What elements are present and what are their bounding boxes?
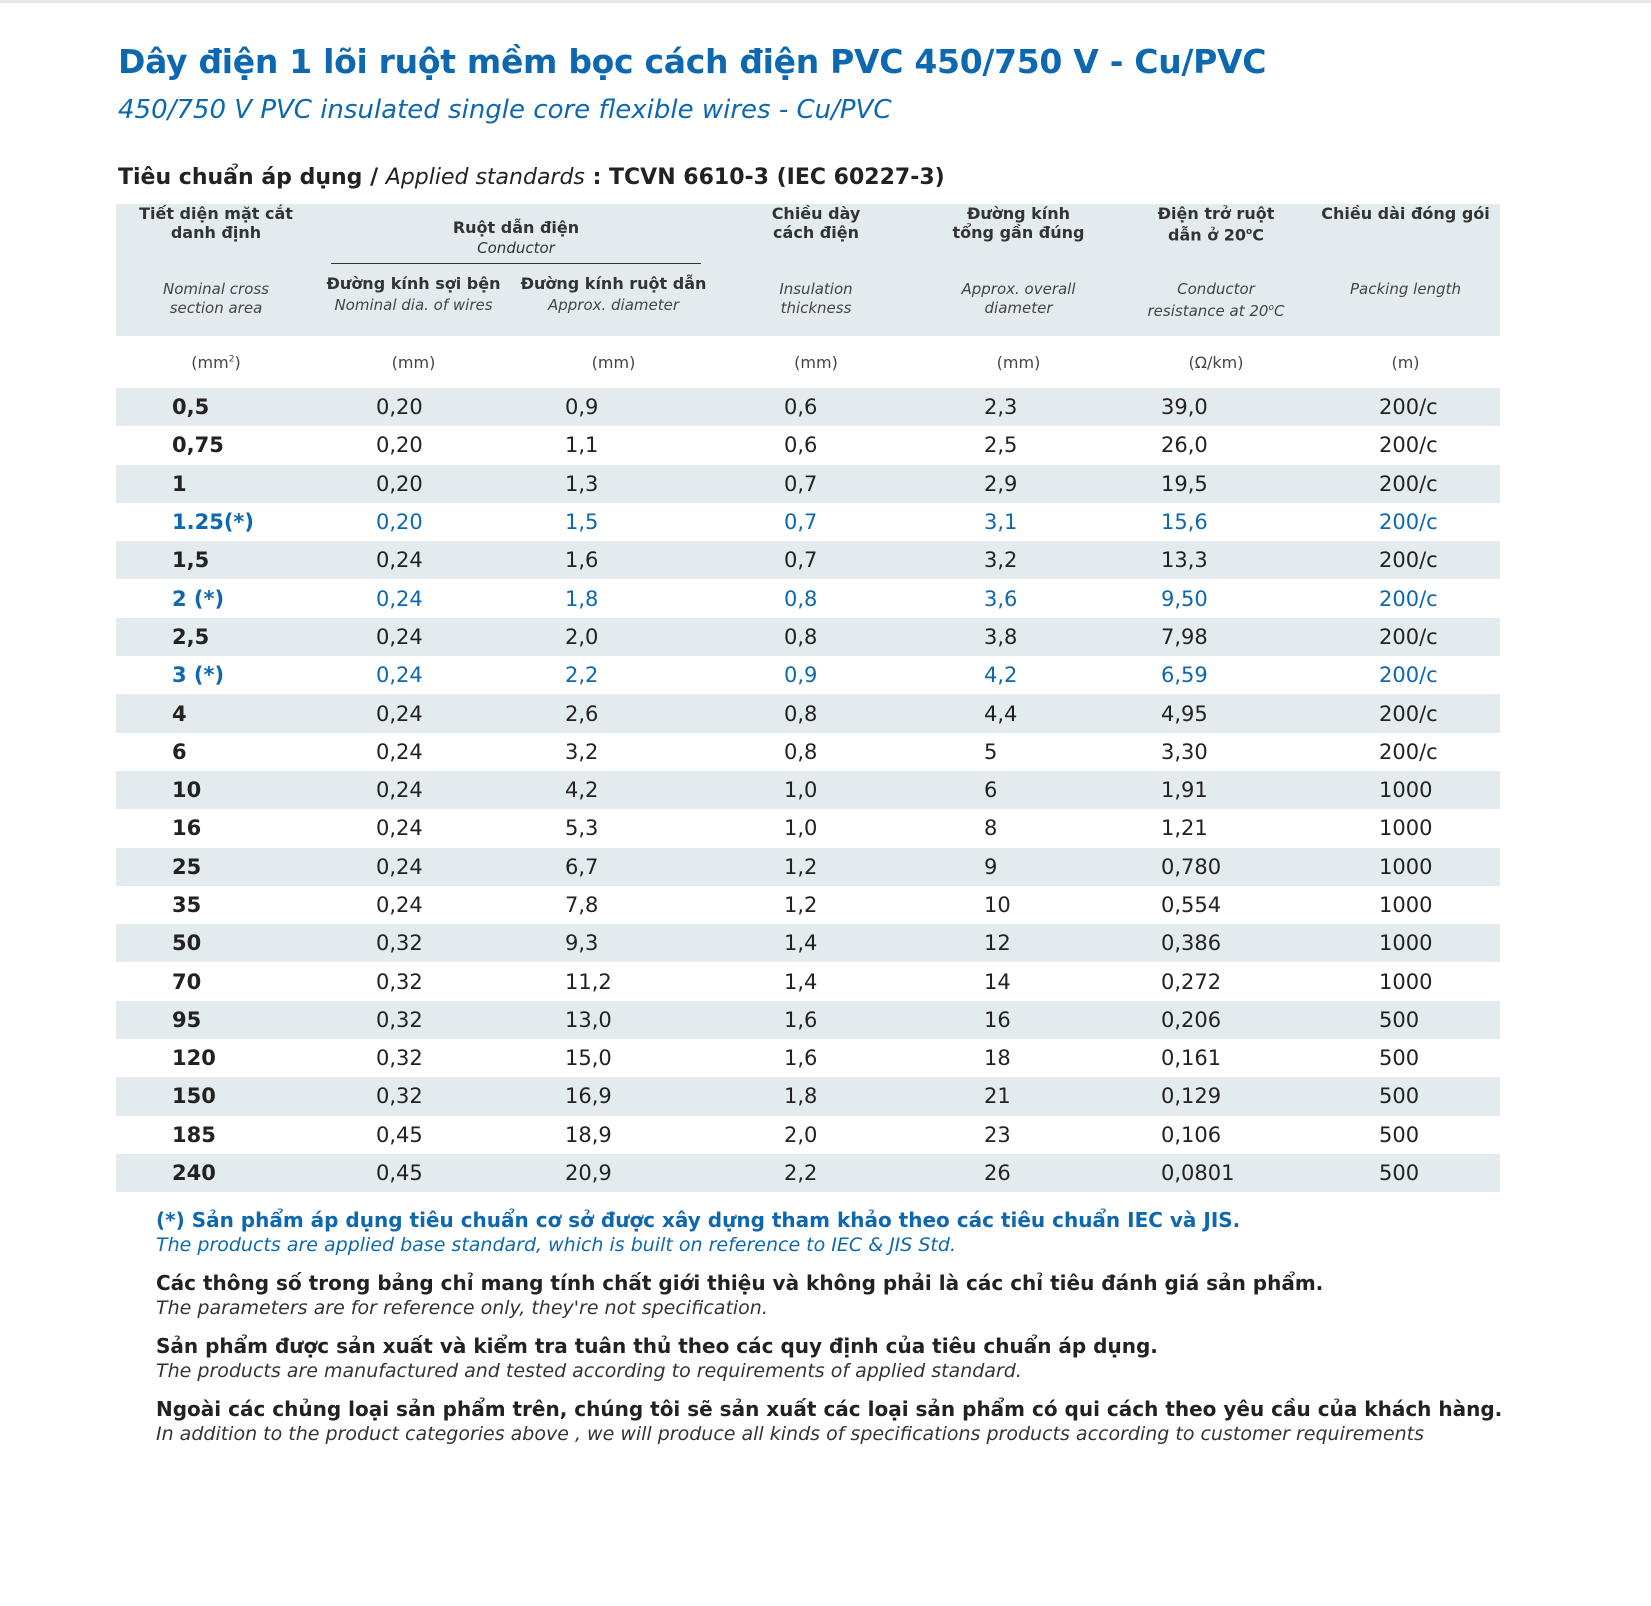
cell-wire-dia: 0,24 [376,739,423,764]
cell-cond-dia: 2,0 [511,618,716,656]
spec-table-body [116,388,1500,1192]
cell-packing: 500 [1311,1077,1500,1115]
cell-insulation: 1,8 [716,1077,916,1115]
cell-insulation: 0,8 [784,739,818,764]
unit-packing: (m) [1311,336,1500,388]
cell-cond-dia: 4,2 [511,771,716,809]
col-header-conductor [316,204,716,280]
cell-insulation: 1,6 [716,1001,916,1039]
cell-cond-dia: 3,2 [565,739,599,764]
cell-cond-dia: 1,5 [565,510,599,535]
cell-cond-dia: 2,6 [511,694,716,732]
cell-wire-dia: 0,24 [316,541,511,579]
cell-overall: 3,6 [984,586,1018,611]
area-label-en: Nominal cross section area [116,280,316,336]
cell-overall: 6 [916,771,1121,809]
cell-packing: 1000 [1379,893,1433,917]
unit-insulation: (mm) [716,336,916,388]
cell-insulation: 1,2 [716,848,916,886]
cell-area: 2,5 [116,618,316,656]
cell-resistance: 0,780 [1121,848,1311,886]
cell-cond-dia: 7,8 [565,893,599,917]
cell-area: 70 [172,969,202,994]
cell-overall: 12 [916,924,1121,962]
cell-packing: 200/c [1379,586,1438,611]
cell-insulation: 1,4 [716,924,916,962]
cell-wire-dia: 0,20 [316,388,511,426]
cell-resistance: 13,3 [1121,541,1311,579]
table-row [116,771,1500,809]
cell-packing: 200/c [1311,618,1500,656]
col-header-insulation: Chiều dày cách điện [716,204,916,280]
cell-resistance: 0,129 [1121,1077,1311,1115]
cell-wire-dia: 0,32 [316,924,511,962]
cell-cond-dia: 13,0 [511,1001,716,1039]
cell-insulation: 1,0 [716,771,916,809]
cell-area: 25 [116,848,316,886]
conductor-label-vi: Ruột dẫn điện [452,218,580,237]
cell-resistance: 39,0 [1121,388,1311,426]
cell-area: 35 [172,893,202,917]
cell-insulation: 0,8 [784,586,818,611]
cell-cond-dia: 1,6 [511,541,716,579]
cell-wire-dia: 0,20 [316,465,511,503]
cell-area: 1,5 [116,541,316,579]
cell-packing: 200/c [1379,433,1438,458]
cell-wire-dia: 0,20 [376,510,423,535]
cell-insulation: 0,6 [784,433,818,458]
cell-overall: 26 [916,1154,1121,1192]
table-row [116,579,1500,617]
cell-insulation: 0,6 [716,388,916,426]
cell-cond-dia: 5,3 [565,816,599,841]
wire-dia-header: Đường kính sợi bện Nominal dia. of wires [316,280,511,336]
unit-wire-dia: (mm) [316,336,511,388]
table-row [116,426,1500,464]
cell-overall: 21 [916,1077,1121,1115]
cell-packing: 200/c [1379,739,1438,764]
cell-packing: 1000 [1311,848,1500,886]
cell-packing: 500 [1379,1046,1420,1071]
cell-cond-dia: 11,2 [565,969,612,994]
cell-resistance: 0,206 [1121,1001,1311,1039]
table-row [116,886,1500,924]
cell-wire-dia: 0,32 [316,1077,511,1115]
conductor-underline [331,263,701,264]
cell-packing: 200/c [1379,510,1438,535]
cell-overall: 3,2 [916,541,1121,579]
cell-overall: 14 [984,969,1011,994]
cell-cond-dia: 0,9 [511,388,716,426]
cell-wire-dia: 0,45 [316,1154,511,1192]
cell-area: 2 (*) [172,586,225,611]
cell-packing: 500 [1311,1154,1500,1192]
cell-overall: 23 [984,1122,1011,1147]
cell-insulation: 2,0 [784,1122,818,1147]
cell-insulation: 1,4 [784,969,818,994]
cell-overall: 2,9 [916,465,1121,503]
cell-insulation: 1,6 [784,1046,818,1071]
overall-label-en: Approx. overall diameter [916,280,1121,336]
applied-standard [118,165,945,190]
cell-packing: 500 [1311,1001,1500,1039]
resistance-label-en: Conductor resistance at 20$^o$C [1121,280,1311,336]
cell-resistance: 26,0 [1161,433,1208,458]
cell-overall: 5 [984,739,998,764]
cell-area: 185 [172,1122,216,1147]
cell-area: 0,75 [172,433,224,458]
cell-area: 1.25(*) [172,510,254,535]
table-row [116,1154,1500,1192]
cell-packing: 200/c [1311,388,1500,426]
cell-resistance: 7,98 [1121,618,1311,656]
unit-row [116,336,1500,388]
cell-area: 6 [172,739,187,764]
cell-overall: 9 [916,848,1121,886]
cell-area: 50 [116,924,316,962]
cell-overall: 4,4 [916,694,1121,732]
table-row [116,962,1500,1000]
cell-resistance: 15,6 [1161,510,1208,535]
cell-area: 240 [116,1154,316,1192]
standard-value: : TCVN 6610-3 (IEC 60227-3) [584,165,945,190]
col-header-packing: Chiều dài đóng gói [1311,204,1500,280]
cell-resistance: 0,554 [1161,893,1222,917]
cell-area: 10 [116,771,316,809]
cell-resistance: 0,106 [1161,1122,1222,1147]
cell-resistance: 0,0801 [1121,1154,1311,1192]
cell-cond-dia: 2,2 [565,663,599,688]
table-row [116,465,1500,503]
cell-overall: 16 [916,1001,1121,1039]
cell-resistance: 0,386 [1121,924,1311,962]
page-title: Dây điện 1 lõi ruột mềm bọc cách điện PVC 450/750 V - Cu/PVC [118,42,1267,81]
table-row [116,1001,1500,1039]
standard-separator: / [362,165,386,190]
cell-overall: 2,3 [916,388,1121,426]
standard-label-en: Applied standards [385,165,585,190]
cell-packing: 1000 [1311,771,1500,809]
cell-area: 150 [116,1077,316,1115]
table-row [116,1116,1500,1154]
page-subtitle: 450/750 V PVC insulated single core flexible wires - Cu/PVC [118,95,892,125]
spec-table [116,204,1500,1192]
cell-wire-dia: 0,24 [376,816,423,841]
cell-insulation: 1,2 [784,893,818,917]
header-row-en [116,280,1500,336]
cell-wire-dia: 0,32 [376,1046,423,1071]
table-row [116,656,1500,694]
cell-insulation: 2,2 [716,1154,916,1192]
cell-insulation: 0,7 [716,541,916,579]
cell-resistance: 6,59 [1161,663,1208,688]
cell-wire-dia: 0,24 [316,848,511,886]
cell-overall: 4,2 [984,663,1018,688]
cell-cond-dia: 15,0 [565,1046,612,1071]
cell-packing: 1000 [1311,924,1500,962]
cell-area: 1 [116,465,316,503]
note-reference: Các thông số trong bảng chỉ mang tính chất giới thiệu và không phải là các chỉ tiêu đánh giá sản phẩm. The parameters are for reference only, they're not specification. [156,1271,1324,1319]
cell-overall: 8 [984,816,998,841]
cell-resistance: 3,30 [1161,739,1208,764]
cell-overall: 10 [984,893,1011,917]
table-row [116,809,1500,847]
cell-packing: 200/c [1311,541,1500,579]
header-row-vi [116,204,1500,280]
cell-area: 4 [116,694,316,732]
cell-area: 120 [172,1046,216,1071]
cell-area: 16 [172,816,202,841]
cell-resistance: 9,50 [1161,586,1208,611]
cell-cond-dia: 16,9 [511,1077,716,1115]
note-manufactured: Sản phẩm được sản xuất và kiểm tra tuân thủ theo các quy định của tiêu chuẩn áp dụng. The products are manufactured and tested according to requirements of applied standard. [156,1334,1158,1382]
cell-resistance: 1,91 [1121,771,1311,809]
cell-wire-dia: 0,24 [376,663,423,688]
cell-cond-dia: 20,9 [511,1154,716,1192]
table-row [116,694,1500,732]
cell-insulation: 1,0 [784,816,818,841]
note-custom: Ngoài các chủng loại sản phẩm trên, chúng tôi sẽ sản xuất các loại sản phẩm có qui cách theo yêu cầu của khách hàng. In addition to the product categories above , we will produce all kinds of specifications products according to customer requirements [156,1397,1503,1445]
cell-insulation: 0,7 [716,465,916,503]
insulation-label-en: Insulation thickness [716,280,916,336]
cell-cond-dia: 6,7 [511,848,716,886]
cell-insulation: 0,7 [784,510,818,535]
table-row [116,733,1500,771]
cell-insulation: 0,9 [784,663,818,688]
cell-wire-dia: 0,24 [316,694,511,732]
cell-wire-dia: 0,20 [376,433,423,458]
cell-wire-dia: 0,24 [316,771,511,809]
cell-wire-dia: 0,24 [316,618,511,656]
unit-overall: (mm) [916,336,1121,388]
conductor-label-en: Conductor [477,239,555,257]
table-row [116,503,1500,541]
cell-wire-dia: 0,32 [316,1001,511,1039]
col-header-area: Tiết diện mặt cắt danh định [116,204,316,280]
cell-cond-dia: 1,1 [565,433,599,458]
cell-insulation: 0,8 [716,618,916,656]
cell-wire-dia: 0,45 [376,1122,423,1147]
cell-cond-dia: 1,8 [565,586,599,611]
col-header-resistance: Điện trở ruột dẫn ở 20$^o$C [1121,204,1311,280]
cell-resistance: 0,272 [1161,969,1222,994]
cell-insulation: 0,8 [716,694,916,732]
cell-wire-dia: 0,24 [376,893,423,917]
cell-overall: 18 [984,1046,1011,1071]
note-standard: (*) Sản phẩm áp dụng tiêu chuẩn cơ sở được xây dựng tham khảo theo các tiêu chuẩn IEC và JIS. The products are applied base standard, which is built on reference to IEC & JIS Std. [156,1208,1241,1256]
cell-wire-dia: 0,32 [376,969,423,994]
cell-resistance: 1,21 [1161,816,1208,841]
cell-packing: 1000 [1379,969,1433,994]
table-row [116,618,1500,656]
unit-resistance: (Ω/km) [1121,336,1311,388]
cell-resistance: 19,5 [1121,465,1311,503]
cell-packing: 1000 [1379,816,1433,841]
cell-resistance: 0,161 [1161,1046,1222,1071]
cell-wire-dia: 0,24 [376,586,423,611]
cell-cond-dia: 9,3 [511,924,716,962]
table-row [116,388,1500,426]
cell-packing: 200/c [1311,465,1500,503]
unit-cond-dia: (mm) [511,336,716,388]
cell-cond-dia: 18,9 [565,1122,612,1147]
standard-label-vi: Tiêu chuẩn áp dụng [118,165,363,190]
cond-dia-header: Đường kính ruột dẫn Approx. diameter [511,280,716,336]
top-divider [0,0,1651,3]
table-row [116,848,1500,886]
cell-resistance: 4,95 [1121,694,1311,732]
table-row [116,541,1500,579]
unit-area: $(mm^2)$ [116,336,316,388]
cell-overall: 3,1 [984,510,1018,535]
notes-section [156,1208,1556,1460]
cell-cond-dia: 1,3 [511,465,716,503]
cell-packing: 200/c [1379,663,1438,688]
cell-overall: 3,8 [916,618,1121,656]
packing-label-en: Packing length [1311,280,1500,336]
col-header-overall: Đường kính tổng gần đúng [916,204,1121,280]
cell-area: 3 (*) [172,663,225,688]
cell-overall: 2,5 [984,433,1018,458]
cell-packing: 200/c [1311,694,1500,732]
cell-area: 0,5 [116,388,316,426]
table-row [116,1077,1500,1115]
cell-area: 95 [116,1001,316,1039]
cell-packing: 500 [1379,1122,1420,1147]
table-row [116,924,1500,962]
table-row [116,1039,1500,1077]
